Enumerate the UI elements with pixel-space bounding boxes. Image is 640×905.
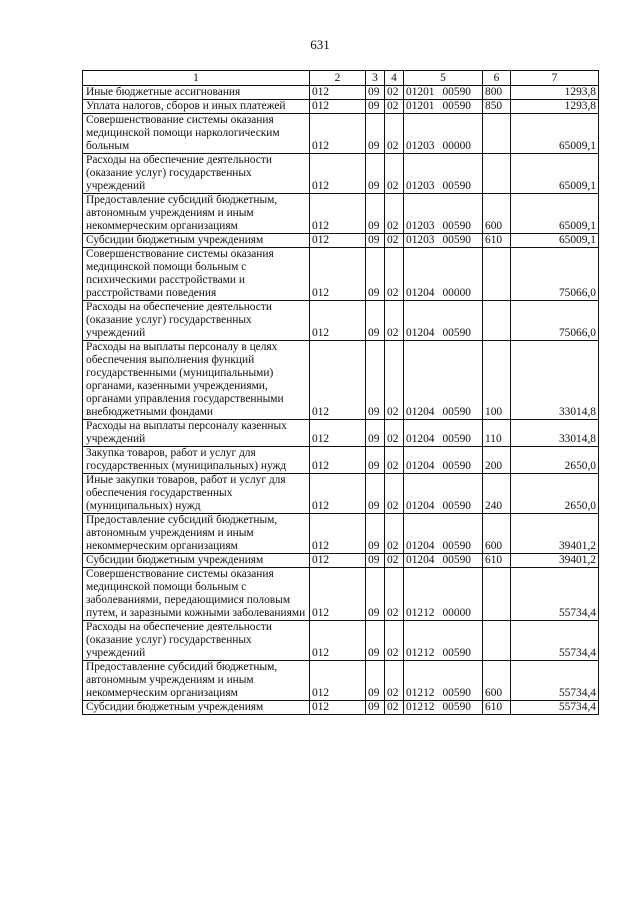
row-code-section: 09 [366, 554, 385, 568]
row-code-subsection: 02 [385, 100, 404, 114]
row-code-target-direction: 00590 [442, 220, 471, 232]
row-code-target-program: 01204 [406, 327, 435, 339]
header-col-6: 6 [483, 71, 511, 86]
row-amount: 55734,4 [511, 661, 599, 701]
row-code-target-program: 01212 [406, 701, 435, 713]
row-code-expense-type: 600 [483, 514, 511, 554]
row-code-target-program: 01203 [406, 180, 435, 192]
table-row [83, 86, 599, 100]
table-row [83, 447, 599, 474]
row-code-target-direction: 00000 [442, 287, 471, 299]
table-row [83, 100, 599, 114]
row-code-target-direction: 00590 [442, 100, 471, 112]
row-code-target-direction: 00590 [442, 180, 471, 192]
row-code-section: 09 [366, 420, 385, 447]
row-code-subsection: 02 [385, 568, 404, 621]
row-code-section: 09 [366, 154, 385, 194]
row-code-ministry: 012 [310, 554, 366, 568]
row-code-section: 09 [366, 701, 385, 715]
row-name: Расходы на выплаты персоналу казенных учреждений [83, 420, 310, 447]
row-amount: 55734,4 [511, 568, 599, 621]
row-amount: 55734,4 [511, 701, 599, 715]
header-col-7: 7 [511, 71, 599, 86]
row-code-ministry: 012 [310, 701, 366, 715]
row-code-subsection: 02 [385, 154, 404, 194]
row-code-target [404, 621, 483, 661]
row-code-ministry: 012 [310, 86, 366, 100]
row-code-expense-type [483, 621, 511, 661]
header-col-5: 5 [404, 71, 483, 86]
row-name: Расходы на обеспечение деятельности (оказание услуг) государственных учреждений [83, 301, 310, 341]
row-name: Иные закупки товаров, работ и услуг для обеспечения государственных (муниципальных) нужд [83, 474, 310, 514]
table-row [83, 154, 599, 194]
table-row [83, 701, 599, 715]
row-code-subsection: 02 [385, 447, 404, 474]
row-code-section: 09 [366, 114, 385, 154]
row-code-section: 09 [366, 234, 385, 248]
row-code-expense-type: 100 [483, 341, 511, 420]
table-row [83, 568, 599, 621]
row-code-expense-type [483, 114, 511, 154]
row-code-target [404, 514, 483, 554]
row-code-ministry: 012 [310, 568, 366, 621]
row-amount: 1293,8 [511, 100, 599, 114]
row-code-target [404, 568, 483, 621]
row-amount: 75066,0 [511, 248, 599, 301]
row-code-target-program: 01204 [406, 554, 435, 566]
table-header [83, 71, 599, 86]
row-code-expense-type: 600 [483, 661, 511, 701]
header-col-3: 3 [366, 71, 385, 86]
row-code-expense-type: 610 [483, 701, 511, 715]
row-code-target-direction: 00590 [442, 406, 471, 418]
row-code-section: 09 [366, 447, 385, 474]
row-code-expense-type [483, 248, 511, 301]
row-code-target-direction: 00590 [442, 460, 471, 472]
row-code-section: 09 [366, 474, 385, 514]
row-code-section: 09 [366, 301, 385, 341]
row-name: Расходы на обеспечение деятельности (оказание услуг) государственных учреждений [83, 621, 310, 661]
row-code-target-direction: 00590 [442, 234, 471, 246]
row-code-subsection: 02 [385, 661, 404, 701]
row-code-target-program: 01203 [406, 234, 435, 246]
row-code-target-program: 01201 [406, 100, 435, 112]
table-row [83, 474, 599, 514]
row-code-expense-type [483, 154, 511, 194]
row-code-expense-type: 110 [483, 420, 511, 447]
row-code-target-direction: 00590 [442, 433, 471, 445]
table-row [83, 234, 599, 248]
row-name: Субсидии бюджетным учреждениям [83, 701, 310, 715]
row-amount: 65009,1 [511, 154, 599, 194]
row-name: Расходы на обеспечение деятельности (оказание услуг) государственных учреждений [83, 154, 310, 194]
row-amount: 39401,2 [511, 514, 599, 554]
row-code-target [404, 154, 483, 194]
row-name: Уплата налогов, сборов и иных платежей [83, 100, 310, 114]
row-code-subsection: 02 [385, 234, 404, 248]
header-col-2: 2 [310, 71, 366, 86]
row-name: Закупка товаров, работ и услуг для государственных (муниципальных) нужд [83, 447, 310, 474]
row-code-ministry: 012 [310, 301, 366, 341]
row-name: Предоставление субсидий бюджетным, автономным учреждениям и иным некоммерческим организациям [83, 661, 310, 701]
row-code-expense-type: 610 [483, 234, 511, 248]
header-col-1: 1 [83, 71, 310, 86]
row-code-expense-type: 600 [483, 194, 511, 234]
table-row [83, 420, 599, 447]
row-code-target-program: 01212 [406, 647, 435, 659]
row-code-expense-type [483, 568, 511, 621]
row-code-target-program: 01201 [406, 86, 435, 98]
row-amount: 55734,4 [511, 621, 599, 661]
row-name: Иные бюджетные ассигнования [83, 86, 310, 100]
row-code-expense-type [483, 301, 511, 341]
row-code-ministry: 012 [310, 194, 366, 234]
row-code-target [404, 234, 483, 248]
table-row [83, 341, 599, 420]
row-code-ministry: 012 [310, 661, 366, 701]
table-row [83, 661, 599, 701]
row-code-target-program: 01204 [406, 460, 435, 472]
row-code-target-program: 01212 [406, 607, 435, 619]
row-code-target-direction: 00590 [442, 687, 471, 699]
row-code-target-direction: 00590 [442, 554, 471, 566]
row-amount: 65009,1 [511, 234, 599, 248]
row-code-section: 09 [366, 194, 385, 234]
table-row [83, 621, 599, 661]
row-code-expense-type: 240 [483, 474, 511, 514]
row-code-section: 09 [366, 100, 385, 114]
row-amount: 33014,8 [511, 341, 599, 420]
row-code-target [404, 474, 483, 514]
table-row [83, 554, 599, 568]
row-code-target [404, 554, 483, 568]
table-row [83, 301, 599, 341]
row-code-expense-type: 850 [483, 100, 511, 114]
row-code-ministry: 012 [310, 114, 366, 154]
row-code-target [404, 100, 483, 114]
row-code-target [404, 194, 483, 234]
row-code-target [404, 701, 483, 715]
row-code-subsection: 02 [385, 194, 404, 234]
row-code-section: 09 [366, 341, 385, 420]
header-row [83, 71, 599, 86]
row-code-target-direction: 00000 [442, 607, 471, 619]
header-col-4: 4 [385, 71, 404, 86]
table-row [83, 194, 599, 234]
row-code-subsection: 02 [385, 474, 404, 514]
row-code-subsection: 02 [385, 554, 404, 568]
row-code-ministry: 012 [310, 248, 366, 301]
row-code-subsection: 02 [385, 514, 404, 554]
row-code-ministry: 012 [310, 621, 366, 661]
row-amount: 2650,0 [511, 474, 599, 514]
row-code-expense-type: 800 [483, 86, 511, 100]
row-code-target [404, 447, 483, 474]
row-code-ministry: 012 [310, 514, 366, 554]
row-name: Предоставление субсидий бюджетным, автономным учреждениям и иным некоммерческим организациям [83, 194, 310, 234]
row-code-target-program: 01204 [406, 433, 435, 445]
row-code-target-program: 01204 [406, 406, 435, 418]
row-code-subsection: 02 [385, 701, 404, 715]
page-number: 631 [310, 37, 330, 52]
row-code-target-direction: 00590 [442, 701, 471, 713]
budget-table [82, 70, 599, 715]
row-code-ministry: 012 [310, 474, 366, 514]
row-code-target-direction: 00000 [442, 140, 471, 152]
row-code-target [404, 341, 483, 420]
row-amount: 2650,0 [511, 447, 599, 474]
table-body [83, 86, 599, 715]
row-code-subsection: 02 [385, 86, 404, 100]
row-code-target-program: 01204 [406, 500, 435, 512]
row-code-section: 09 [366, 514, 385, 554]
row-code-target-direction: 00590 [442, 86, 471, 98]
row-amount: 65009,1 [511, 194, 599, 234]
row-code-subsection: 02 [385, 301, 404, 341]
row-name: Предоставление субсидий бюджетным, автономным учреждениям и иным некоммерческим организациям [83, 514, 310, 554]
row-code-target-direction: 00590 [442, 647, 471, 659]
table-row [83, 514, 599, 554]
row-code-section: 09 [366, 621, 385, 661]
row-code-ministry: 012 [310, 420, 366, 447]
row-amount: 39401,2 [511, 554, 599, 568]
row-name: Субсидии бюджетным учреждениям [83, 234, 310, 248]
row-code-expense-type: 200 [483, 447, 511, 474]
row-amount: 33014,8 [511, 420, 599, 447]
row-code-target-program: 01204 [406, 540, 435, 552]
row-name: Расходы на выплаты персоналу в целях обеспечения выполнения функций государственными (муниципальными) органами, казенными учреждениями, органами управления государственными внебюджетными фондами [83, 341, 310, 420]
row-code-subsection: 02 [385, 248, 404, 301]
row-code-target-direction: 00590 [442, 500, 471, 512]
row-code-subsection: 02 [385, 621, 404, 661]
row-code-subsection: 02 [385, 420, 404, 447]
row-code-expense-type: 610 [483, 554, 511, 568]
row-name: Субсидии бюджетным учреждениям [83, 554, 310, 568]
row-amount: 1293,8 [511, 86, 599, 100]
row-code-target [404, 661, 483, 701]
row-code-target [404, 420, 483, 447]
row-code-ministry: 012 [310, 154, 366, 194]
row-code-subsection: 02 [385, 114, 404, 154]
row-name: Совершенствование системы оказания медицинской помощи больным с психическими расстройствами и расстройствами поведения [83, 248, 310, 301]
row-name: Совершенствование системы оказания медицинской помощи наркологическим больным [83, 114, 310, 154]
row-code-section: 09 [366, 248, 385, 301]
row-code-ministry: 012 [310, 234, 366, 248]
row-code-ministry: 012 [310, 447, 366, 474]
row-code-section: 09 [366, 568, 385, 621]
row-code-section: 09 [366, 661, 385, 701]
row-code-ministry: 012 [310, 341, 366, 420]
table-row [83, 114, 599, 154]
row-amount: 65009,1 [511, 114, 599, 154]
row-code-target [404, 114, 483, 154]
row-code-target-program: 01204 [406, 287, 435, 299]
table-row [83, 248, 599, 301]
row-amount: 75066,0 [511, 301, 599, 341]
row-code-section: 09 [366, 86, 385, 100]
row-code-target [404, 301, 483, 341]
row-name: Совершенствование системы оказания медицинской помощи больным с заболеваниями, передающимися половым путем, и заразными кожными заболеваниями [83, 568, 310, 621]
row-code-ministry: 012 [310, 100, 366, 114]
row-code-target-direction: 00590 [442, 540, 471, 552]
row-code-target [404, 86, 483, 100]
row-code-target-program: 01212 [406, 687, 435, 699]
row-code-target-program: 01203 [406, 220, 435, 232]
row-code-target [404, 248, 483, 301]
row-code-subsection: 02 [385, 341, 404, 420]
row-code-target-direction: 00590 [442, 327, 471, 339]
row-code-target-program: 01203 [406, 140, 435, 152]
